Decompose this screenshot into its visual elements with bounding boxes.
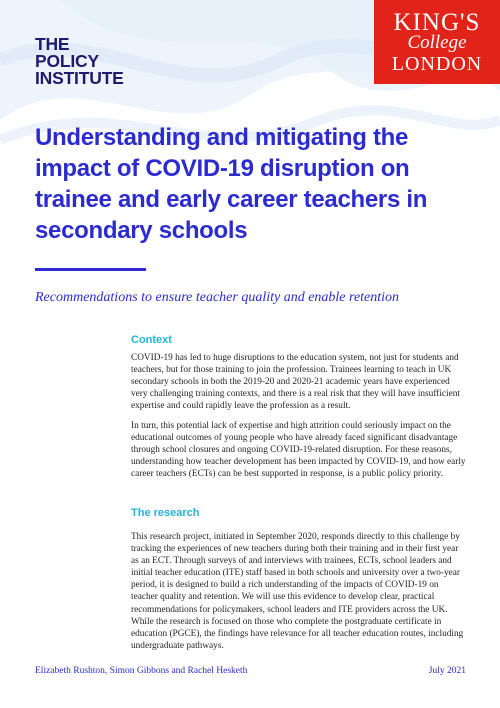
kings-college-london-logo <box>374 0 500 84</box>
kcl-logo-college: College <box>407 32 467 53</box>
title-underline-rule <box>35 268 146 271</box>
kcl-logo-kings: KING'S <box>393 9 481 36</box>
kcl-logo-london: LONDON <box>391 53 483 75</box>
policy-institute-logo-line-1: THE <box>35 34 70 54</box>
footer-authors: Elizabeth Rushton, Simon Gibbons and Rachel Hesketh <box>35 666 248 676</box>
footer-date: July 2021 <box>428 666 466 676</box>
section-heading-context: Context <box>131 334 172 346</box>
policy-institute-logo-line-2: POLICY <box>35 51 99 71</box>
document-title: Understanding and mitigating the impact of COVID-19 disruption on trainee and early career teachers in secondary schools <box>35 124 428 244</box>
policy-institute-logo <box>35 36 124 87</box>
context-paragraph-2: In turn, this potential lack of expertise and high attrition could seriously impact on the educational outcomes of young people who have already faced significant disadvantage through school closures and ongoing COVID-19-related disruption. For these reasons, understanding how teacher development has been impacted by COVID-19, and how early career teachers (ECTs) can be best supported in response, is a public policy priority. <box>131 421 466 480</box>
policy-institute-logo-line-3: INSTITUTE <box>35 68 124 88</box>
section-heading-research: The research <box>131 507 200 519</box>
research-paragraph-1: This research project, initiated in September 2020, responds directly to this challenge by tracking the experiences of new teachers during both their training and in their first year as an ECT. Through surveys of and interviews with trainees, ECTs, school leaders and initial teacher education (ITE) staff based in both schools and university over a two-year period, it is designed to build a rich understanding of the impacts of COVID-19 on teacher quality and retention. We will use this evidence to develop clear, practical recommendations for policymakers, school leaders and ITE providers across the UK. While the research is focused on those who complete the postgraduate certificate in education (PGCE), the findings have relevance for all teacher education routes, including undergraduate pathways. <box>131 532 464 651</box>
document-subtitle: Recommendations to ensure teacher quality and enable retention <box>35 290 400 305</box>
context-paragraph-1: COVID-19 has led to huge disruptions to the education system, not just for students and teachers, but for those training to join the profession. Trainees learning to teach in UK secondary schools in both the 2019-20 and 2020-21 academic years have experienced very challenging training contexts, and there is a real risk that they will have insufficient expertise and could rapidly leave the profession as a result. <box>131 353 460 412</box>
